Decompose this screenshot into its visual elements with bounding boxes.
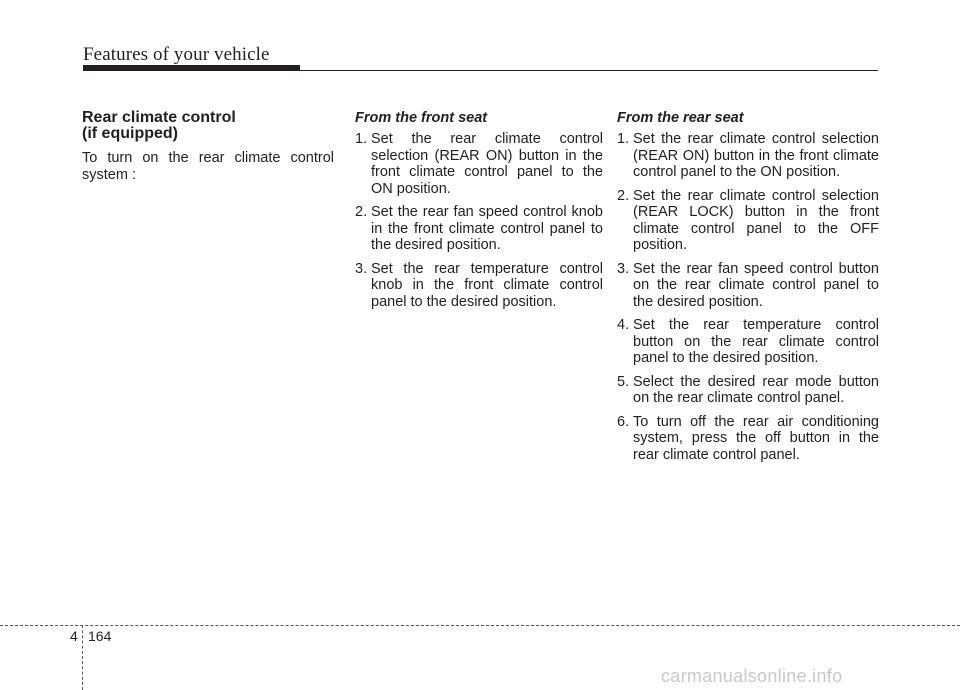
footer-dashed-divider — [82, 625, 83, 690]
rear-seat-steps — [617, 131, 879, 463]
step-number: 3. — [355, 260, 368, 277]
rear-seat-step — [617, 317, 879, 367]
step-number: 1. — [355, 131, 368, 147]
header-rule-thick — [83, 65, 300, 71]
page-number: 164 — [88, 628, 112, 644]
step-number: 3. — [617, 260, 630, 277]
rear-seat-step — [617, 261, 879, 311]
step-text: Set the rear fan speed control button on the rear climate control panel to the desired position. — [633, 260, 879, 310]
rear-seat-heading: From the rear seat — [617, 110, 744, 126]
front-seat-column — [355, 110, 603, 317]
step-number: 2. — [355, 204, 368, 220]
step-number: 2. — [617, 187, 630, 204]
step-number: 6. — [617, 413, 630, 430]
chapter-number: 4 — [70, 628, 78, 644]
front-seat-step — [355, 204, 603, 254]
intro-paragraph: To turn on the rear climate control system : — [82, 150, 334, 183]
intro-column — [82, 110, 334, 183]
front-seat-heading: From the front seat — [355, 110, 488, 126]
header-rule-thin — [300, 70, 878, 71]
section-heading-line1: Rear climate control — [82, 109, 236, 126]
rear-seat-step — [617, 131, 879, 181]
watermark: carmanualsonline.info — [661, 666, 843, 686]
step-text: Set the rear climate control selection (REAR ON) button in the front climate control panel to the ON position. — [371, 131, 603, 197]
page-header-title: Features of your vehicle — [83, 44, 270, 65]
rear-seat-column — [617, 110, 879, 470]
rear-seat-step — [617, 414, 879, 464]
step-text: Set the rear temperature control button on the rear climate control panel to the desired position. — [633, 317, 879, 366]
step-text: Set the rear temperature control knob in the front climate control panel to the desired position. — [371, 260, 603, 310]
section-heading-line2: (if equipped) — [82, 125, 178, 142]
rear-seat-step — [617, 188, 879, 254]
step-text: Select the desired rear mode button on the rear climate control panel. — [633, 373, 879, 406]
step-number: 5. — [617, 373, 630, 390]
footer-dashed-rule — [0, 625, 960, 626]
front-seat-steps — [355, 131, 603, 310]
rear-seat-step — [617, 374, 879, 407]
front-seat-step — [355, 261, 603, 311]
step-text: Set the rear fan speed control knob in the front climate control panel to the desired position. — [371, 204, 603, 253]
section-heading — [82, 110, 334, 142]
step-text: To turn off the rear air conditioning system, press the off button in the rear climate control panel. — [633, 413, 879, 463]
step-text: Set the rear climate control selection (REAR LOCK) button in the front climate control panel to the OFF position. — [633, 187, 879, 253]
step-number: 1. — [617, 131, 630, 147]
step-number: 4. — [617, 317, 630, 333]
front-seat-step — [355, 131, 603, 197]
step-text: Set the rear climate control selection (REAR ON) button in the front climate control panel to the ON position. — [633, 131, 879, 180]
